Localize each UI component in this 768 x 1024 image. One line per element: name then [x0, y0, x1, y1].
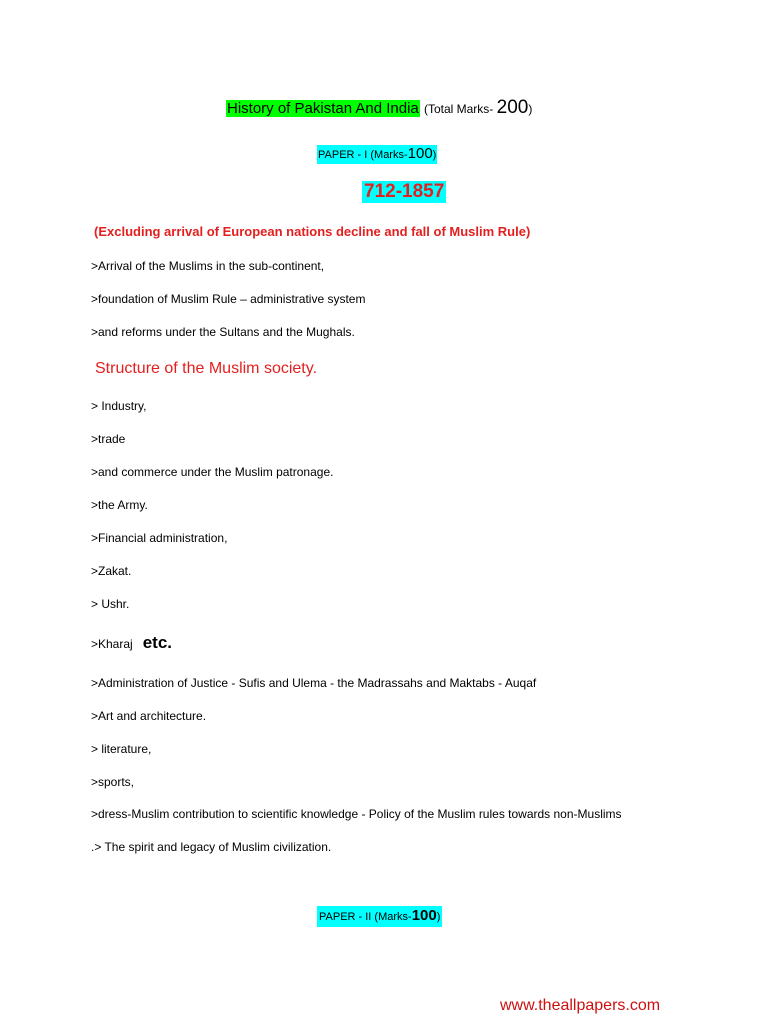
paper-one-close: ): [432, 149, 437, 161]
list-item: >and reforms under the Sultans and the Mughals.: [91, 325, 355, 339]
list-item: >dress-Muslim contribution to scientific knowledge - Policy of the Muslim rules towards non-Muslims: [91, 807, 622, 821]
website-link[interactable]: www.theallpapers.com: [500, 997, 661, 1014]
kharaj-line: [91, 632, 172, 655]
list-item: > Ushr.: [91, 597, 130, 611]
list-item: >sports,: [91, 775, 135, 789]
section-heading-dot: .: [312, 360, 318, 377]
list-item: >Art and architecture.: [91, 709, 207, 723]
kharaj-text: >Kharaj: [91, 637, 133, 651]
period-years: 712-1857: [364, 181, 445, 202]
document-title: History of Pakistan And India: [227, 100, 419, 117]
paper-two-label: [317, 906, 442, 927]
paper-two-marks: 100: [411, 907, 437, 924]
list-item: > literature,: [91, 742, 152, 756]
paper-one-label: [317, 145, 437, 164]
paper-two-close: ): [436, 911, 441, 923]
etc-text: etc.: [142, 633, 172, 652]
document-title-line: [226, 98, 532, 119]
list-item: .> The spirit and legacy of Muslim civilization.: [91, 840, 332, 854]
list-item: >Administration of Justice - Sufis and Ulema - the Madrassahs and Maktabs - Auqaf: [91, 676, 537, 690]
total-marks-value: 200: [496, 97, 529, 118]
list-item: >Arrival of the Muslims in the sub-continent,: [91, 259, 325, 273]
list-item: >Financial administration,: [91, 531, 228, 545]
list-item: >foundation of Muslim Rule – administrative system: [91, 292, 366, 306]
list-item: >and commerce under the Muslim patronage.: [91, 465, 334, 479]
list-item: >Zakat.: [91, 564, 132, 578]
section-heading-text: Structure of the Muslim society: [95, 360, 313, 377]
paper-one-prefix: PAPER - I (Marks-: [318, 149, 408, 161]
exclusion-note: (Excluding arrival of European nations decline and fall of Muslim Rule): [94, 224, 531, 239]
list-item: >the Army.: [91, 498, 148, 512]
section-heading: [95, 358, 317, 380]
paper-one-marks: 100: [407, 145, 433, 162]
total-marks-prefix: (Total Marks-: [423, 102, 497, 116]
paper-two-prefix: PAPER - II (Marks-: [319, 911, 412, 923]
total-marks-close: ): [528, 102, 533, 116]
list-item: >trade: [91, 432, 126, 446]
list-item: > Industry,: [91, 399, 147, 413]
